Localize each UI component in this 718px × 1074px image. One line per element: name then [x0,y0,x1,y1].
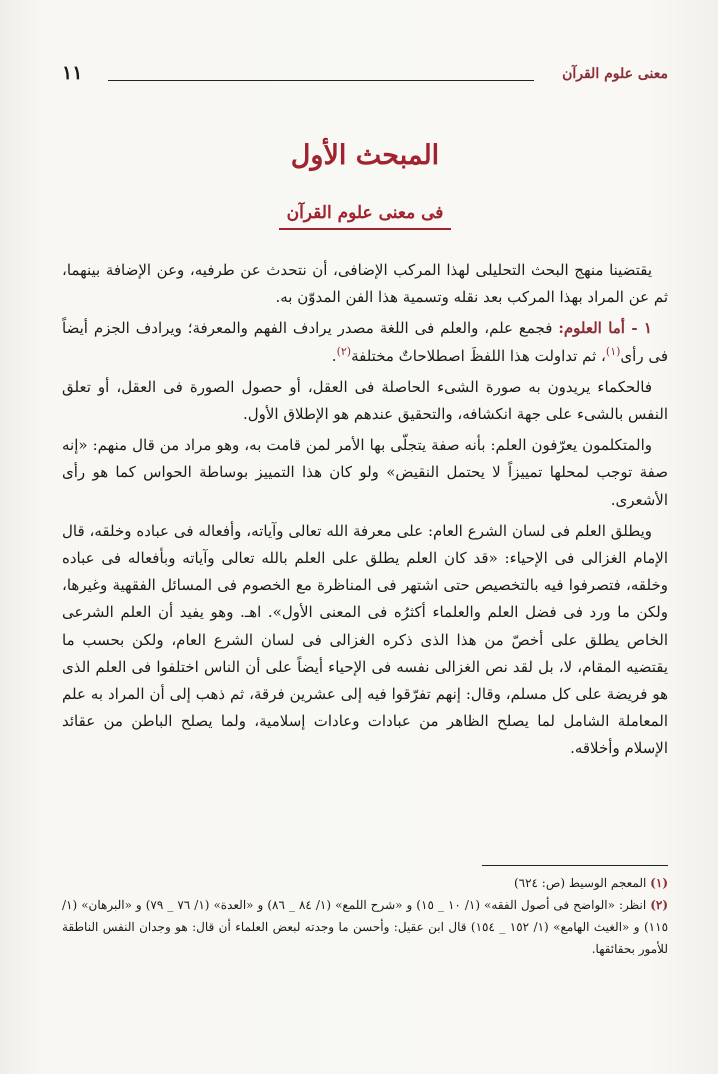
subheading-al-ulum: ١ - أما العلوم: [558,319,652,338]
paragraph-definition-text-c: . [331,346,337,365]
header-rule [108,80,534,81]
footnote-separator [482,865,668,866]
footnote-1-text: المعجم الوسيط (ص: ٦٢٤) [513,876,651,890]
footnote-2-text: انظر: «الواضح فى أصول الفقه» (١/ ١٠ _ ١٥) و «شرح اللمع» (١/ ٨٤ _ ٨٦) و «العدة» (١/ ٧٦ _ ٧٩) و «البرهان» (١/ ١١٥) و «الغيث الهامع» (١/ ١٥٢ _ ١٥٤) قال ابن عقيل: وأحسن ما وجدته لبعض العلماء أن قال: هو وجدان النفس الناطقة للأمور بحقائقها. [62,898,669,956]
running-title: معنى علوم القرآن [562,66,668,82]
footnote-ref-1[interactable]: (١) [605,344,621,358]
footnotes [62,872,668,960]
paragraph-definition [62,315,668,369]
paragraph-sharia: ويطلق العلم فى لسان الشرع العام: على معرفة الله تعالى وآياته، وأفعاله فى عباده وخلقه، قال الإمام الغزالى فى الإحياء: «قد كان العلم يطلق على العلم بالله تعالى وآياته وبأفعاله فى عباده وخلقه، فتصرفوا فيه بالتخصيص حتى اشتهر فى المناظرة مع الخصوم فى المسائل الفقهية وغيرها، ولكن ما ورد فى فضل العلم والعلماء أكثرُه فى المعنى الأول». اهـ. وهو يفيد أن العلم الشرعى الخاص يطلق على أخصّ من هذا الذى ذكره الغزالى فى لسان الشرع العام، ولكن بحسب ما يقتضيه المقام، لا، بل لقد نص الغزالى نفسه فى الإحياء أيضاً على أن الناس اختلفوا فى العلم الذى هو فريضة على كل مسلم، وقال: إنهم تفرّقوا فيه إلى عشرين فرقة، ثم ذهب إلى أن المراد به علم المعاملة الشامل لما يصلح الظاهر من عبادات وعادات إسلامية، ولما يصلح الباطن من عقائد الإسلام وأخلاقه. [62,521,668,758]
paragraph-definition-text-b: ، ثم تداولت هذا اللفظَ اصطلاحاتٌ مختلفة [351,346,606,365]
footnote-2 [62,894,668,960]
paragraph-philosophers: فالحكماء يريدون به صورة الشىء الحاصلة فى العقل، أو حصول الصورة فى العقل، أو تعلق النفس بالشىء على جهة انكشافه، والتحقيق عندهم هو الإطلاق الأول. [62,377,668,424]
footnote-ref-2[interactable]: (٢) [336,344,352,358]
paragraph-intro: يقتضينا منهج البحث التحليلى لهذا المركب الإضافى، أن نتحدث عن طرفيه، وعن الإضافة بينهما، ثم عن المراد بهذا المركب بعد نقله وتسمية هذا الفن المدوّن به. [62,261,668,307]
page-number: ١١ [62,62,83,84]
footnote-1-label: (١) [650,876,668,890]
chapter-title: المبحث الأول [290,140,440,171]
body-text [62,257,668,763]
footnote-2-label: (٢) [650,898,669,912]
paragraph-theologians: والمتكلمون يعرّفون العلم: بأنه صفة يتجلّى بها الأمر لمن قامت به، وهو مراد من قال منهم: «إنه صفة توجب لمحلها تمييزاً لا يحتمل النقيض» ولو كان هذا التمييز بوساطة الحواس كما هو رأى الأشعرى. [62,436,668,509]
footnote-1 [62,872,668,894]
paragraph-definition-text-a: فجمع علم، والعلم فى اللغة مصدر يرادف الفهم والمعرفة؛ ويرادف الجزم أيضاً فى رأى [62,319,668,365]
section-title: فى معنى علوم القرآن [279,203,452,230]
page-header [62,62,668,94]
section-title-wrap [62,203,668,230]
